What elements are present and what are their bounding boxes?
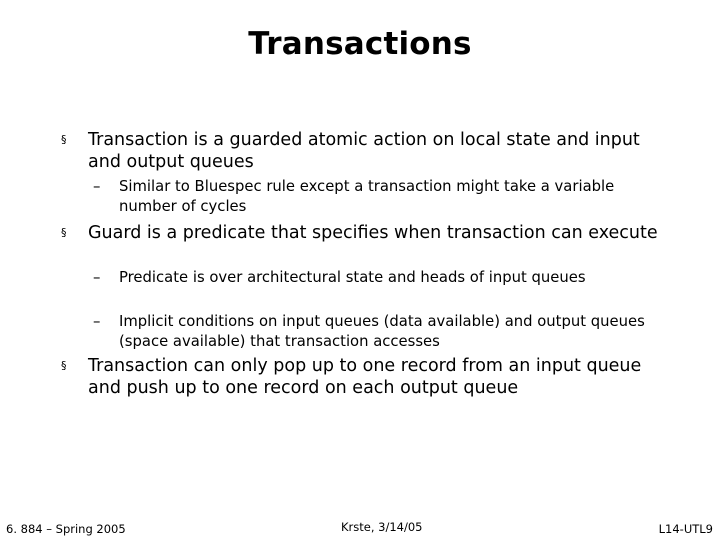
- sub-bullet-text: Similar to Bluespec rule except a transaction might take a variable number of cycles: [119, 178, 615, 215]
- sub-bullet-text: Implicit conditions on input queues (data available) and output queues (space available) that transaction accesses: [119, 313, 645, 350]
- bullet-marker: §: [61, 133, 67, 146]
- bullet-2-sub-2: [93, 312, 673, 352]
- bullet-marker: §: [61, 226, 67, 239]
- bullet-text: Guard is a predicate that specifies when transaction can execute: [88, 223, 658, 243]
- slide-title: Transactions: [248, 26, 472, 62]
- footer-course: 6. 884 – Spring 2005: [6, 522, 126, 536]
- bullet-1-sub-1: [93, 177, 673, 217]
- bullet-text: Transaction can only pop up to one record from an input queue and push up to one record on each output queue: [88, 356, 642, 398]
- sub-bullet-marker: –: [93, 269, 101, 286]
- sub-bullet-text: Predicate is over architectural state and heads of input queues: [119, 269, 586, 286]
- sub-bullet-marker: –: [93, 178, 101, 195]
- footer-slide-id: L14-UTL9: [658, 522, 713, 536]
- bullet-marker: §: [61, 359, 67, 372]
- bullet-1: [61, 129, 661, 173]
- bullet-3: [61, 355, 661, 399]
- footer-author-date: Krste, 3/14/05: [341, 520, 423, 534]
- sub-bullet-marker: –: [93, 313, 101, 330]
- bullet-2-sub-1: [93, 268, 673, 288]
- bullet-text: Transaction is a guarded atomic action on local state and input and output queues: [88, 130, 640, 172]
- bullet-2: [61, 222, 661, 244]
